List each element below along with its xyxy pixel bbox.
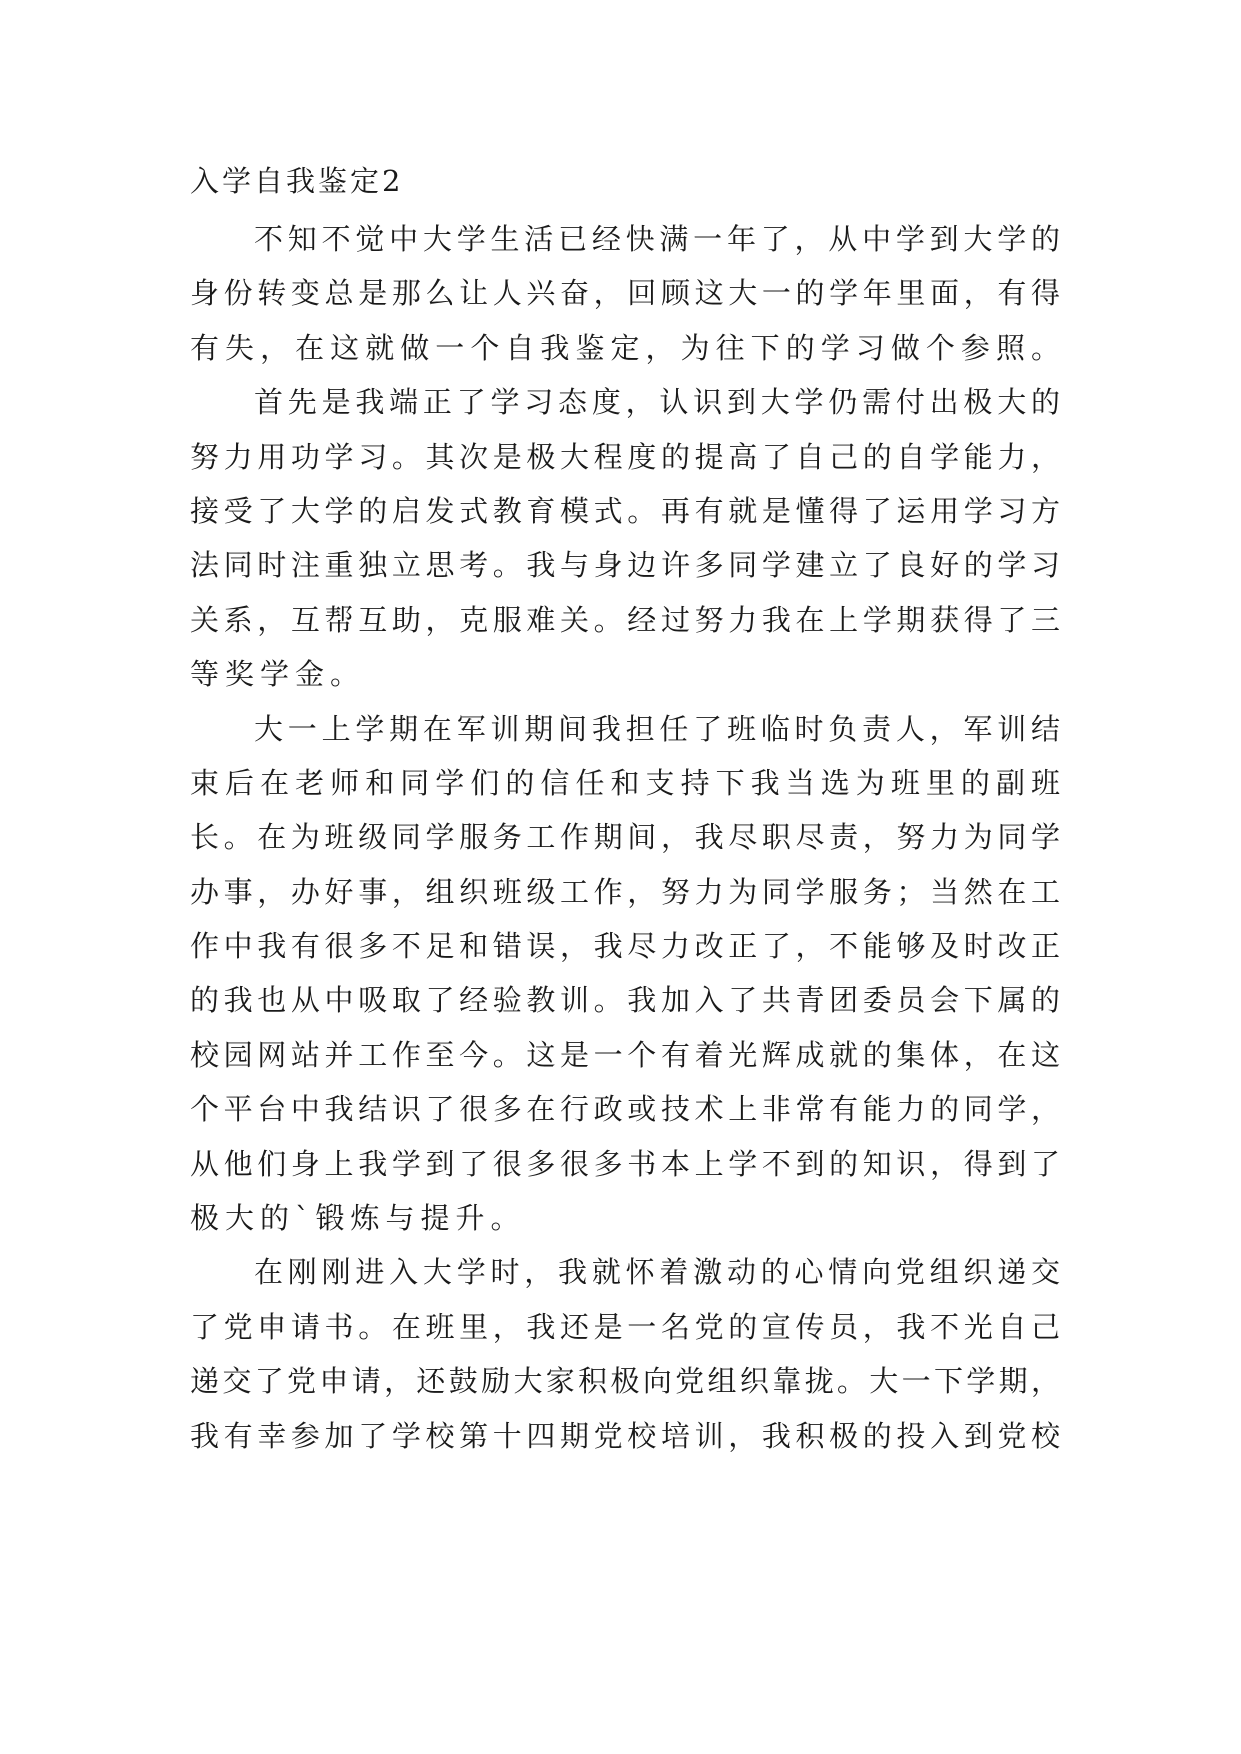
text-line: 法同时注重独立思考。我与身边许多同学建立了良好的学习 xyxy=(190,548,1060,583)
text-line: 有失，在这就做一个自我鉴定，为往下的学习做个参照。 xyxy=(190,330,1060,365)
text-line: 极大的`锻炼与提升。 xyxy=(190,1201,526,1236)
text-line: 个平台中我结识了很多在行政或技术上非常有能力的同学， xyxy=(190,1092,1060,1127)
text-line: 身份转变总是那么让人兴奋，回顾这大一的学年里面，有得 xyxy=(190,276,1060,311)
text-line: 接受了大学的启发式教育模式。再有就是懂得了运用学习方 xyxy=(190,493,1060,528)
text-line: 作中我有很多不足和错误，我尽力改正了，不能够及时改正 xyxy=(190,929,1060,964)
text-line: 在刚刚进入大学时，我就怀着激动的心情向党组织递交 xyxy=(254,1255,1060,1290)
text-line: 大一上学期在军训期间我担任了班临时负责人，军训结 xyxy=(254,711,1060,746)
text-line: 等奖学金。 xyxy=(190,657,366,692)
text-line: 校园网站并工作至今。这是一个有着光辉成就的集体，在这 xyxy=(190,1037,1060,1072)
paragraph-1 xyxy=(190,212,1060,375)
text-line: 不知不觉中大学生活已经快满一年了，从中学到大学的 xyxy=(254,222,1060,256)
text-line: 首先是我端正了学习态度，认识到大学仍需付出极大的 xyxy=(254,385,1060,420)
document-title: 入学自我鉴定2 xyxy=(190,164,404,198)
text-line: 了党申请书。在班里，我还是一名党的宣传员，我不光自己 xyxy=(190,1309,1060,1344)
paragraph-3 xyxy=(190,702,1060,1246)
text-line: 关系，互帮互助，克服难关。经过努力我在上学期获得了三 xyxy=(190,602,1060,637)
text-line: 长。在为班级同学服务工作期间，我尽职尽责，努力为同学 xyxy=(190,820,1060,855)
text-line: 递交了党申请，还鼓励大家积极向党组织靠拢。大一下学期， xyxy=(190,1364,1060,1399)
paragraph-4 xyxy=(190,1245,1060,1463)
text-line: 从他们身上我学到了很多很多书本上学不到的知识，得到了 xyxy=(190,1146,1060,1181)
document-body xyxy=(190,158,1060,1463)
text-line: 办事，办好事，组织班级工作，努力为同学服务；当然在工 xyxy=(190,874,1060,909)
text-line: 的我也从中吸取了经验教训。我加入了共青团委员会下属的 xyxy=(190,983,1060,1018)
paragraph-2 xyxy=(190,375,1060,701)
text-line: 努力用功学习。其次是极大程度的提高了自己的自学能力， xyxy=(190,439,1060,474)
text-line: 束后在老师和同学们的信任和支持下我当选为班里的副班 xyxy=(190,765,1060,800)
text-line: 我有幸参加了学校第十四期党校培训，我积极的投入到党校 xyxy=(190,1418,1060,1453)
